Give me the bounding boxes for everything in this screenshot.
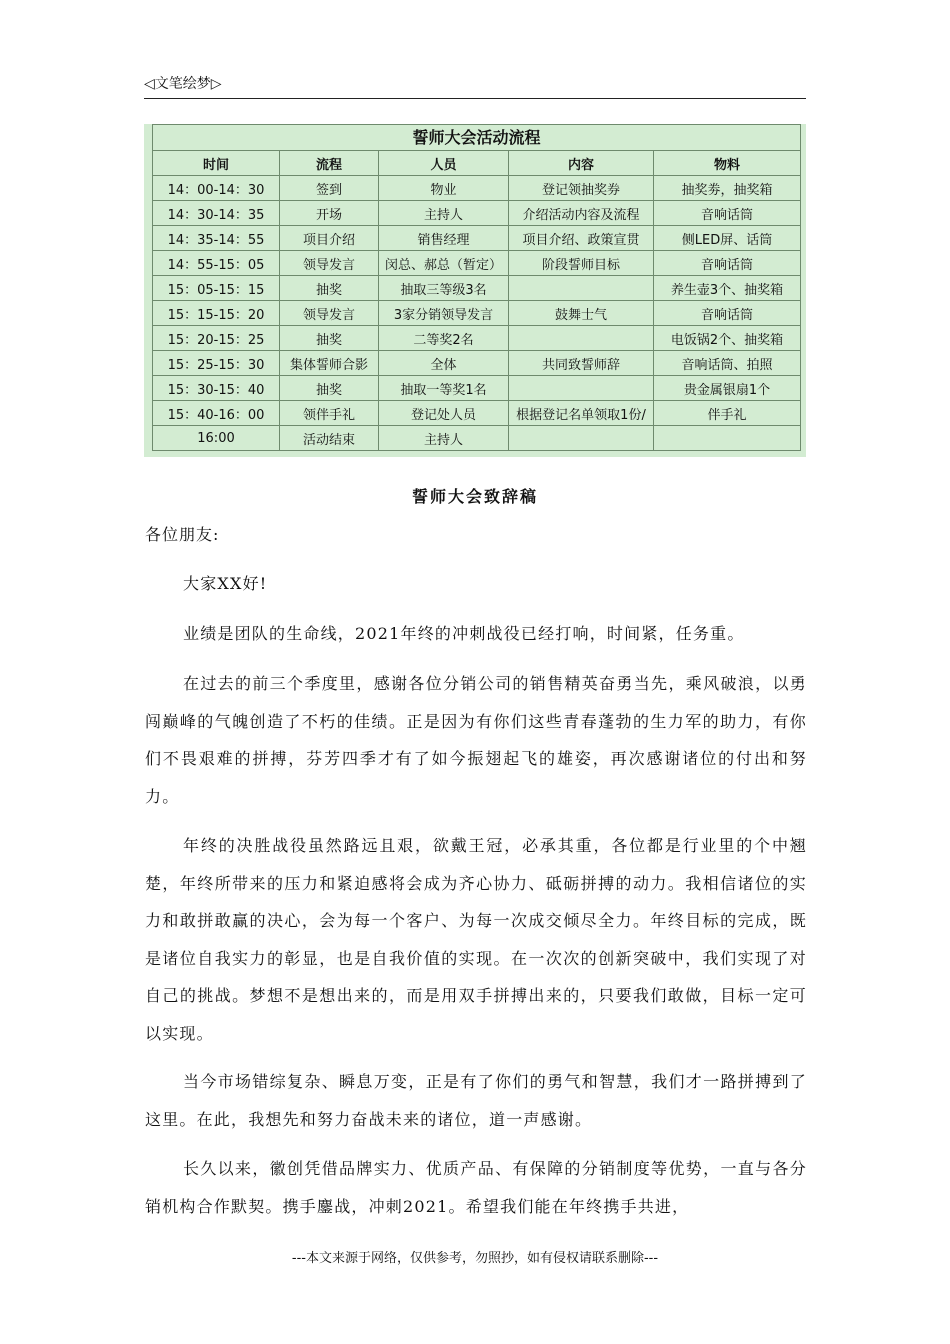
cell-person: 销售经理: [379, 226, 509, 251]
header-time: 时间: [153, 151, 280, 176]
cell-time: 14：30-14：35: [153, 201, 280, 226]
table-row: [153, 376, 801, 401]
header-person: 人员: [379, 151, 509, 176]
table-row: [153, 301, 801, 326]
salutation: 各位朋友:: [145, 525, 220, 544]
header-flow: 流程: [280, 151, 379, 176]
cell-flow: 抽奖: [280, 276, 379, 301]
paragraph: 业绩是团队的生命线，2021年终的冲刺战役已经打响，时间紧，任务重。: [183, 624, 745, 643]
table-row: [153, 226, 801, 251]
cell-person: 物业: [379, 176, 509, 201]
paragraph: 长久以来，徽创凭借品牌实力、优质产品、有保障的分销制度等优势，一直与各分销机构合作默契。携手鏖战，冲刺2021。希望我们能在年终携手共进，: [145, 1159, 807, 1216]
cell-material: 电饭锅2个、抽奖箱: [654, 326, 801, 351]
cell-person: 抽取三等级3名: [379, 276, 509, 301]
cell-material: 伴手礼: [654, 401, 801, 426]
paragraph: 当今市场错综复杂、瞬息万变，正是有了你们的勇气和智慧，我们才一路拼搏到了这里。在此，我想先和努力奋战未来的诸位，道一声感谢。: [145, 1072, 807, 1129]
cell-material: 音响话筒: [654, 251, 801, 276]
cell-flow: 签到: [280, 176, 379, 201]
cell-content: 登记领抽奖券: [509, 176, 654, 201]
table-row: [153, 276, 801, 301]
cell-person: 主持人: [379, 201, 509, 226]
paragraph: 大家XX好!: [183, 574, 268, 593]
table-row: [153, 351, 801, 376]
activity-flow-table: [152, 124, 801, 451]
cell-flow: 领导发言: [280, 301, 379, 326]
cell-material: 养生壶3个、抽奖箱: [654, 276, 801, 301]
cell-content: [509, 326, 654, 351]
cell-person: 闵总、郝总（暂定）: [379, 251, 509, 276]
cell-material: 音响话筒: [654, 301, 801, 326]
page-header: [144, 74, 806, 99]
cell-person: 二等奖2名: [379, 326, 509, 351]
header-content: 内容: [509, 151, 654, 176]
table-row: [153, 426, 801, 451]
cell-flow: 领伴手礼: [280, 401, 379, 426]
cell-time: 16:00: [153, 426, 280, 451]
cell-material: 音响话筒: [654, 201, 801, 226]
cell-person: 登记处人员: [379, 401, 509, 426]
table-row: [153, 201, 801, 226]
cell-material: 侧LED屏、话筒: [654, 226, 801, 251]
cell-flow: 领导发言: [280, 251, 379, 276]
header-material: 物料: [654, 151, 801, 176]
table-row: [153, 326, 801, 351]
table-row: [153, 176, 801, 201]
cell-time: 15：20-15：25: [153, 326, 280, 351]
cell-time: 14：35-14：55: [153, 226, 280, 251]
cell-flow: 开场: [280, 201, 379, 226]
cell-person: 主持人: [379, 426, 509, 451]
cell-flow: 抽奖: [280, 326, 379, 351]
cell-material: [654, 426, 801, 451]
table-row: [153, 401, 801, 426]
cell-time: 15：25-15：30: [153, 351, 280, 376]
cell-person: 抽取一等奖1名: [379, 376, 509, 401]
cell-time: 14：55-15：05: [153, 251, 280, 276]
table-title: 誓师大会活动流程: [152, 124, 801, 150]
cell-person: 全体: [379, 351, 509, 376]
cell-material: 贵金属银扇1个: [654, 376, 801, 401]
cell-flow: 活动结束: [280, 426, 379, 451]
cell-flow: 集体誓师合影: [280, 351, 379, 376]
cell-material: 音响话筒、拍照: [654, 351, 801, 376]
cell-content: 根据登记名单领取1份/: [509, 401, 654, 426]
cell-time: 14：00-14：30: [153, 176, 280, 201]
paragraph: 年终的决胜战役虽然路远且艰，欲戴王冠，必承其重，各位都是行业里的个中翘楚，年终所带来的压力和紧迫感将会成为齐心协力、砥砺拼搏的动力。我相信诸位的实力和敢拼敢赢的决心，会为每一个客户、为每一次成交倾尽全力。年终目标的完成，既是诸位自我实力的彰显，也是自我价值的实现。在一次次的创新突破中，我们实现了对自己的挑战。梦想不是想出来的，而是用双手拼搏出来的，只要我们敢做，目标一定可以实现。: [145, 836, 807, 1043]
cell-content: 鼓舞士气: [509, 301, 654, 326]
cell-time: 15：05-15：15: [153, 276, 280, 301]
cell-content: [509, 276, 654, 301]
cell-material: 抽奖劵，抽奖箱: [654, 176, 801, 201]
paragraph: 在过去的前三个季度里，感谢各位分销公司的销售精英奋勇当先，乘风破浪，以勇闯巅峰的气魄创造了不朽的佳绩。正是因为有你们这些青春蓬勃的生力军的助力，有你们不畏艰难的拼搏，芬芳四季才有了如今振翅起飞的雄姿，再次感谢诸位的付出和努力。: [145, 674, 807, 806]
table-row: [153, 251, 801, 276]
cell-content: [509, 376, 654, 401]
cell-time: 15：40-16：00: [153, 401, 280, 426]
document-title: 誓师大会致辞稿: [411, 487, 538, 506]
cell-person: 3家分销领导发言: [379, 301, 509, 326]
cell-content: 项目介绍、政策宣贯: [509, 226, 654, 251]
activity-flow-table-image: [144, 124, 806, 457]
cell-content: 共同致誓师辞: [509, 351, 654, 376]
cell-content: 介绍活动内容及流程: [509, 201, 654, 226]
cell-content: [509, 426, 654, 451]
cell-time: 15：15-15：20: [153, 301, 280, 326]
cell-flow: 抽奖: [280, 376, 379, 401]
header-text: ◁文笔绘梦▷: [144, 76, 222, 92]
page-footer: ---本文来源于网络，仅供参考，勿照抄，如有侵权请联系删除---: [291, 1251, 659, 1266]
cell-time: 15：30-15：40: [153, 376, 280, 401]
table-header-row: [153, 151, 801, 176]
cell-flow: 项目介绍: [280, 226, 379, 251]
cell-content: 阶段誓师目标: [509, 251, 654, 276]
